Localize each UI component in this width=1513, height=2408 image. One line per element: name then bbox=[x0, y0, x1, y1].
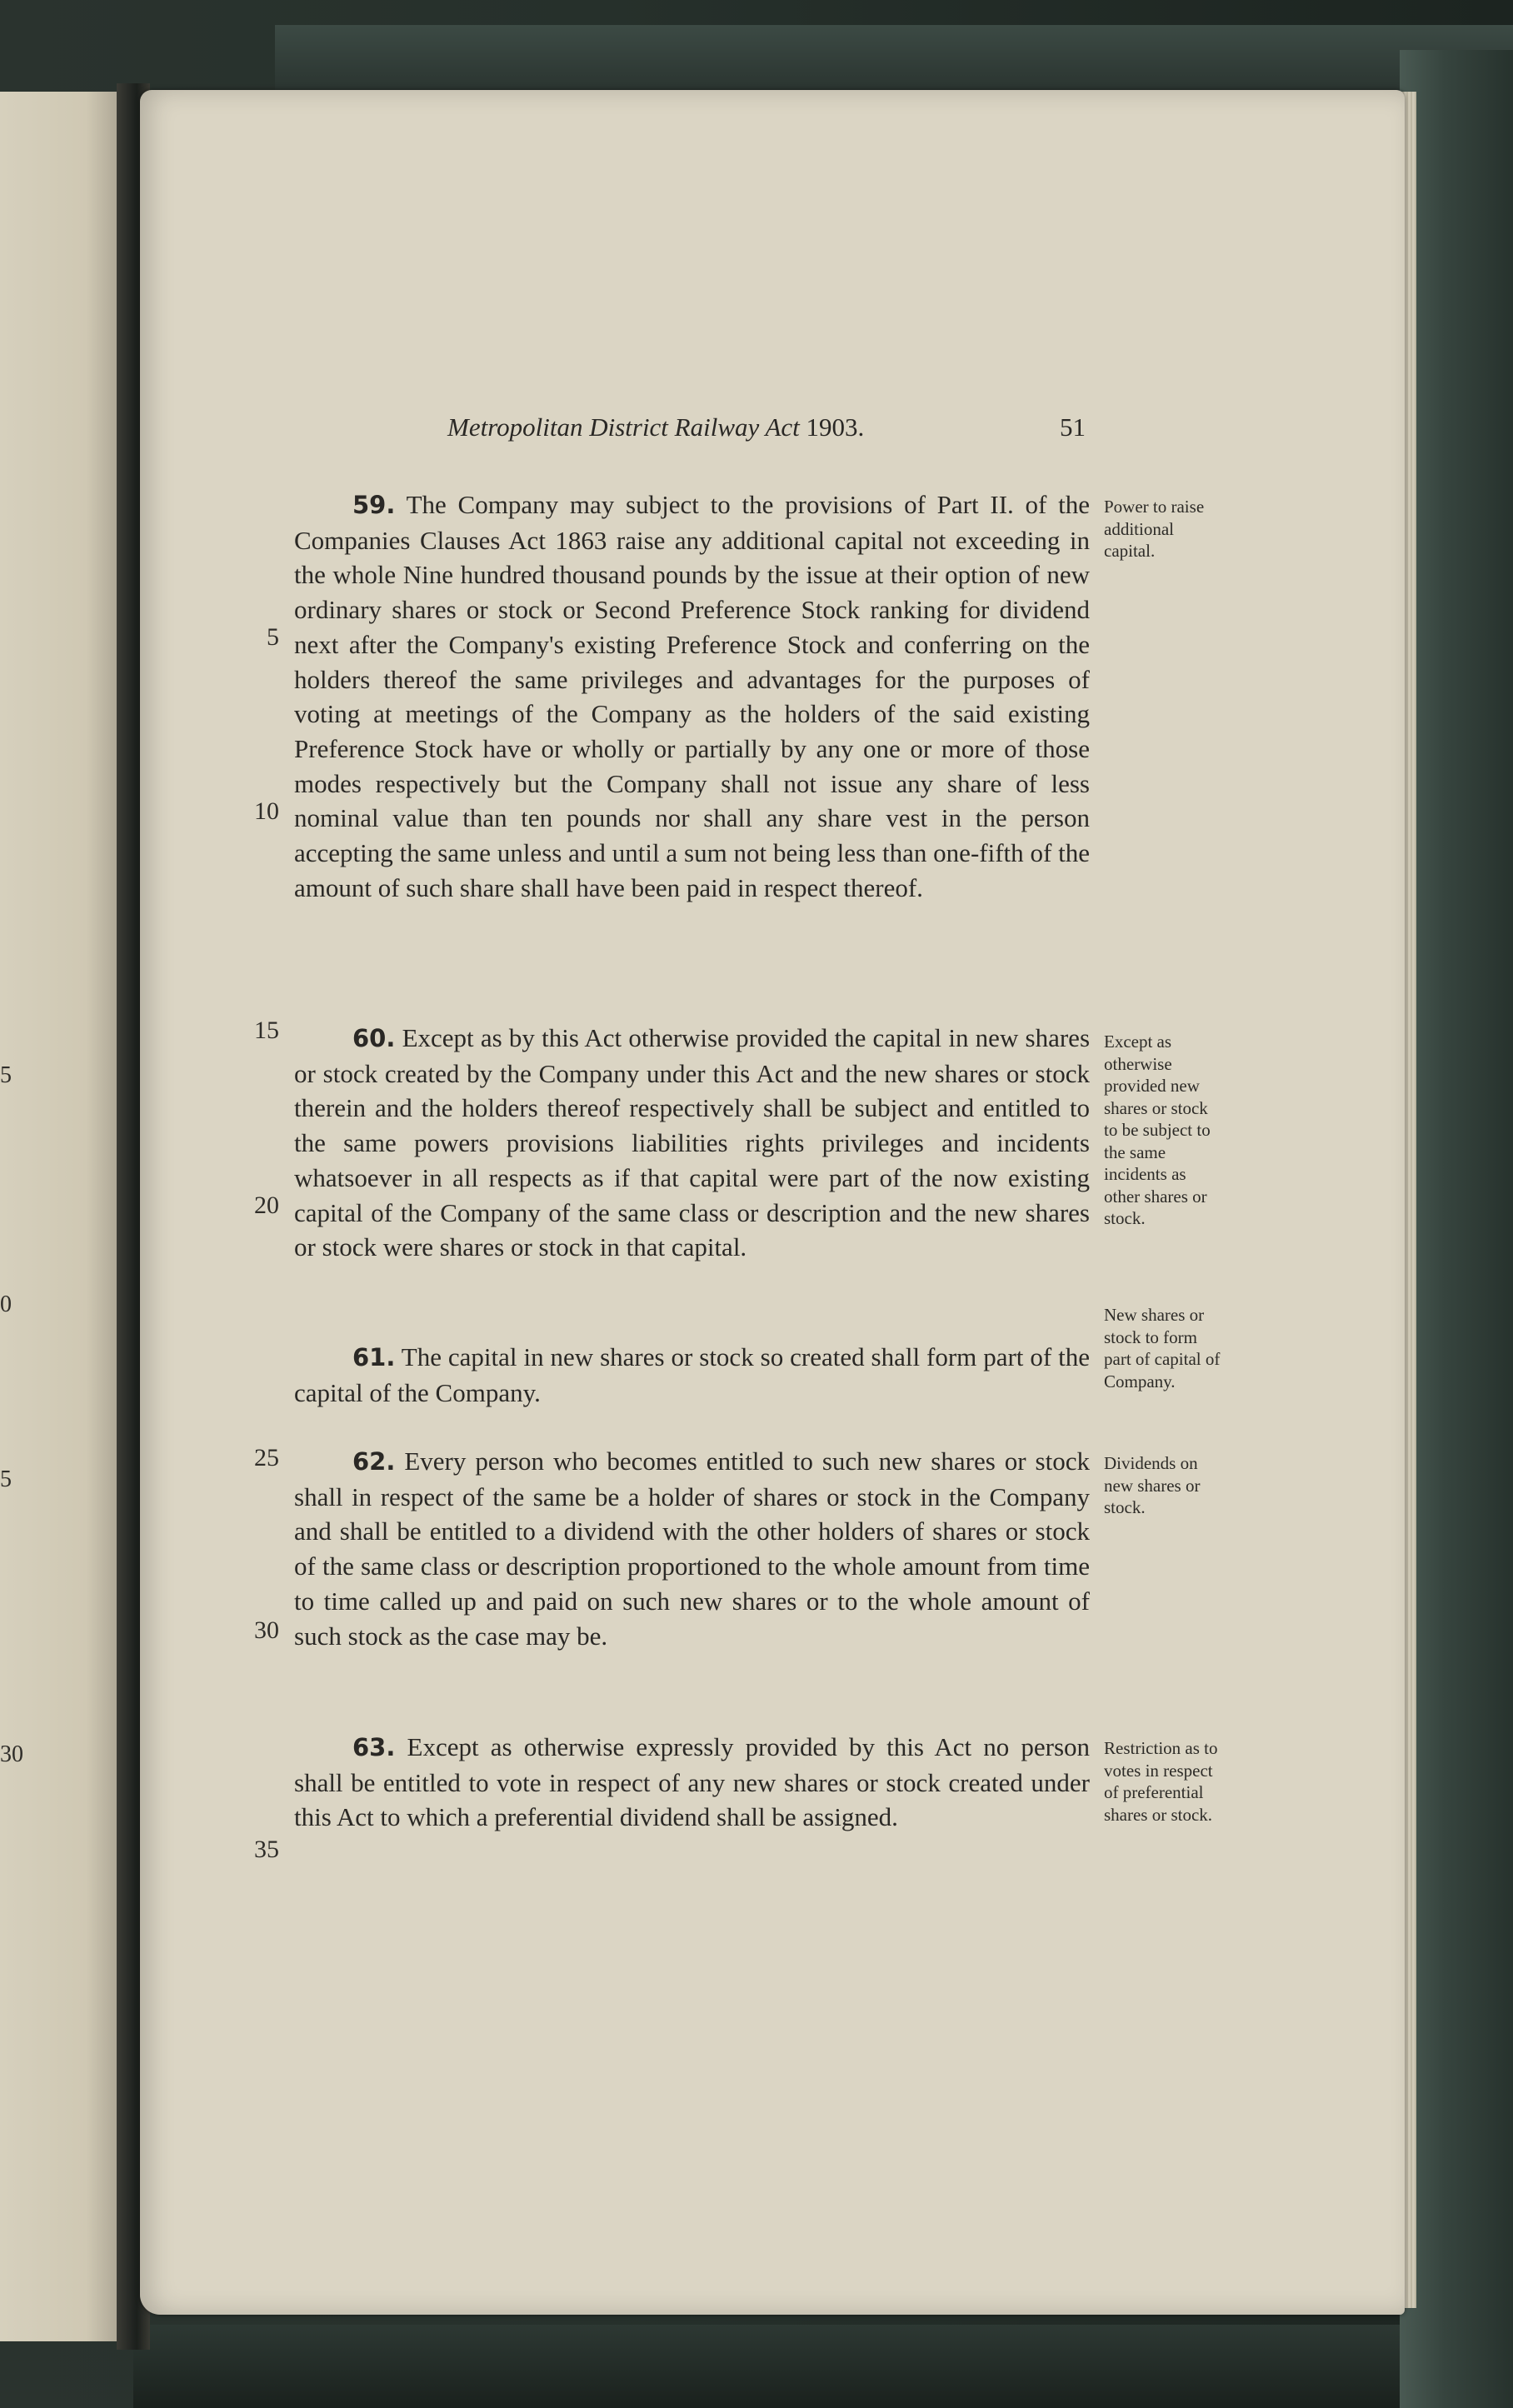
section-61 bbox=[294, 1340, 1090, 1410]
line-number: 10 bbox=[254, 797, 279, 825]
section-number: 63. bbox=[352, 1733, 396, 1761]
left-page-margin-number: 5 bbox=[0, 1466, 12, 1492]
left-page-margin-number: 0 bbox=[0, 1291, 12, 1317]
running-title: Metropolitan District Railway Act 1903. bbox=[447, 412, 865, 442]
line-number: 25 bbox=[254, 1444, 279, 1471]
section-text: The Company may subject to the provisions of Part II. of the Companies Clauses Act 1863 raise any additional capital not exceeding in the whole Nine hundred thousand pounds by the issue at their option of new ordinary shares or stock or Second Preference Stock ranking for dividend next after the Company's existing Preference Stock and conferring on the holders thereof the same privileges and advantages for the purposes of voting at meetings of the Company as the holders of the said existing Preference Stock have or wholly or partially by any one or more of those modes respectively but the Company shall not issue any share of less nominal value than ten pounds nor shall any share vest in the person accepting the same unless and until a sum not being less than one-fifth of the amount of such share shall have been paid in respect thereof. bbox=[294, 490, 1090, 902]
section-number: 59. bbox=[352, 491, 396, 519]
margin-note: Power to raise additional capital. bbox=[1104, 497, 1205, 561]
section-number: 61. bbox=[352, 1343, 396, 1371]
margin-note: Restriction as to votes in respect of preferential shares or stock. bbox=[1104, 1738, 1218, 1825]
left-page-margin-number: 30 bbox=[0, 1741, 23, 1767]
line-number: 5 bbox=[267, 623, 279, 651]
section-62 bbox=[294, 1444, 1090, 1653]
section-text: Every person who becomes entitled to such new shares or stock shall in respect of the same be a holder of shares or stock in the Company and shall be entitled to a dividend with the other holders of shares or stock of the same class or description proportioned to the whole amount from time to time called up and paid on such new shares or to the whole amount of such stock as the case may be. bbox=[294, 1446, 1090, 1651]
section-59 bbox=[294, 487, 1090, 905]
section-number: 62. bbox=[352, 1447, 396, 1476]
section-text: The capital in new shares or stock so created shall form part of the capital of the Company. bbox=[294, 1342, 1090, 1407]
margin-note: Dividends on new shares or stock. bbox=[1104, 1453, 1201, 1517]
section-text: Except as by this Act otherwise provided the capital in new shares or stock created by the Company under this Act and the new shares or stock therein and the holders thereof respectively shall be subject and entitled to the same powers provisions liabilities rights privileges and incidents whatsoever in all respects as if that capital were part of the now existing capital of the Company of the same class or description and the new shares or stock were shares or stock in that capital. bbox=[294, 1023, 1091, 1262]
section-text: Except as otherwise expressly provided by this Act no person shall be entitled to vote in respect of any new shares or stock created under this Act to which a preferential dividend shall be assigned. bbox=[294, 1732, 1091, 1832]
line-number: 15 bbox=[254, 1017, 279, 1044]
line-number: 20 bbox=[254, 1192, 279, 1219]
section-60 bbox=[294, 1021, 1090, 1265]
margin-note: New shares or stock to form part of capital of Company. bbox=[1104, 1305, 1221, 1391]
margin-note: Except as otherwise provided new shares or stock to be subject to the same incidents as other shares or stock. bbox=[1104, 1032, 1211, 1228]
section-number: 60. bbox=[352, 1024, 396, 1052]
section-63 bbox=[294, 1730, 1090, 1835]
line-number: 30 bbox=[254, 1616, 279, 1644]
book-cover-right bbox=[1400, 50, 1513, 2408]
left-page-margin-number: 5 bbox=[0, 1062, 12, 1088]
line-number: 35 bbox=[254, 1836, 279, 1863]
page-number: 51 bbox=[1060, 412, 1086, 442]
running-header bbox=[0, 412, 1513, 454]
book-cover-bottom bbox=[133, 2325, 1513, 2408]
